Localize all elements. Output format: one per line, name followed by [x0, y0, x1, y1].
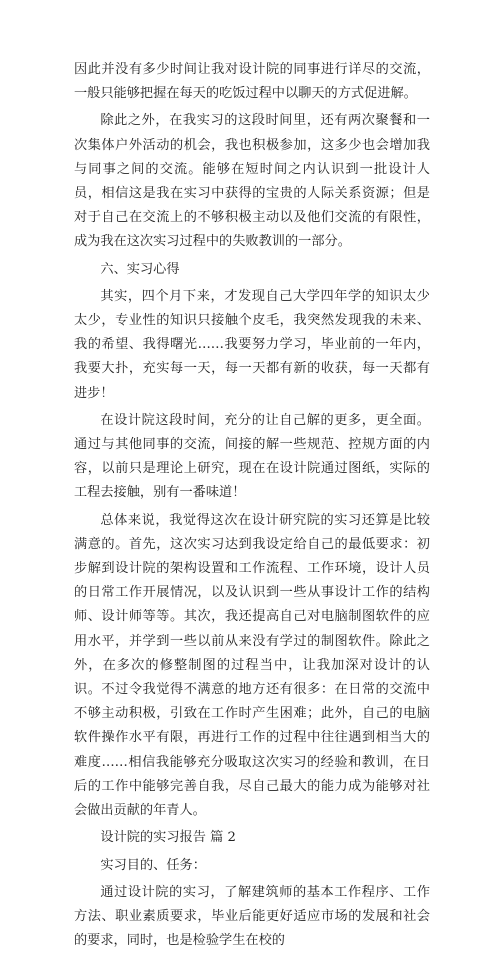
subheading-purpose: 实习目的、任务：	[100, 857, 206, 873]
report-title-part2: 设计院的实习报告 篇 2	[100, 830, 236, 846]
section-heading-experience: 六、实习心得	[100, 261, 180, 277]
paragraph-design-institute: 在设计院这段时间，充分的让自己解的更多，更全面。通过与其他同事的交流，间接的解一些规范、控规方面的内容，以前只是理论上研究，现在在设计院通过图纸，实际的工程去接触，别有一番味道！	[74, 412, 430, 501]
paragraph-summary: 总体来说，我觉得这次在设计研究院的实习还算是比较满意的。首先，这次实习达到我设定给自己的最低要求：初步解到设计院的架构设置和工作流程、工作环境，设计人员的日常工作开展情况，以及认识到一些从事设计工作的结构师、设计师等等。其次，我还提高自己对电脑制图软件的应用水平，并学到一些以前从来没有学过的制图软件。除此之外，在多次的修整制图的过程当中，让我加深对设计的认识。不过令我觉得不满意的地方还有很多：在日常的交流中不够主动积极，引致在工作时产生困难；此外，自己的电脑软件操作水平有限，再进行工作的过程中往往遇到相当大的难度……相信我能够充分吸取这次实习的经验和教训，在日后的工作中能够完善自我，尽自己最大的能力成为能够对社会做出贡献的年青人。	[74, 512, 430, 819]
paragraph-four-months: 其实，四个月下来，才发现自己大学四年学的知识太少太少，专业性的知识只接触个皮毛，我突然发现我的未来、我的希望、我得曙光……我要努力学习，毕业前的一年内，我要大扑，充实每一天，每一天都有新的收获，每一天都有进步！	[74, 288, 430, 401]
paragraph-purpose: 通过设计院的实习，了解建筑师的基本工作程序、工作方法、职业素质要求，毕业后能更好适应市场的发展和社会的要求，同时，也是检验学生在校的	[74, 884, 430, 949]
document-page	[74, 58, 430, 956]
paragraph-intro: 因此并没有多少时间让我对设计院的同事进行详尽的交流，一般只能够把握在每天的吃饭过程中以聊天的方式促进解。	[74, 62, 430, 102]
paragraph-social-activities: 除此之外，在我实习的这段时间里，还有两次聚餐和一次集体户外活动的机会，我也积极参加，这多少也会增加我与同事之间的交流。能够在短时间之内认识到一批设计人员，相信这是我在实习中获得的宝贵的人际关系资源；但是对于自己在交流上的不够积极主动以及他们交流的有限性，成为我在这次实习过程中的失败教训的一部分。	[74, 113, 430, 250]
